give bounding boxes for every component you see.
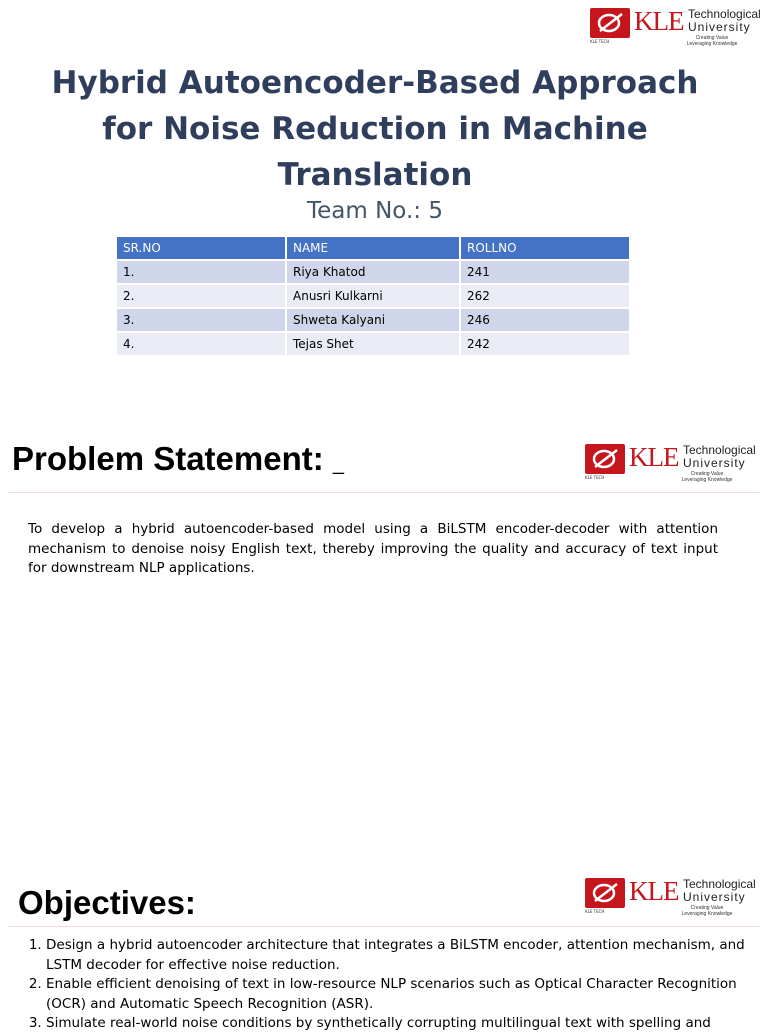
column-header-srno: SR.NO: [117, 237, 286, 260]
logo-badge-text: KLE TECH: [590, 39, 610, 44]
cell-name: Tejas Shet: [286, 332, 460, 355]
cell-name: Riya Khatod: [286, 260, 460, 284]
university-logo: [585, 444, 755, 486]
objectives-list: [18, 936, 758, 1034]
title-slide: [0, 0, 768, 430]
column-header-name: NAME: [286, 237, 460, 260]
logo-brand: KLE: [629, 876, 679, 906]
cell-name: Shweta Kalyani: [286, 308, 460, 332]
list-item: 1. Design a hybrid autoencoder architecture that integrates a BiLSTM encoder, attention mechanism, and LSTM decoder for effective noise reduction.: [46, 936, 758, 975]
cell-rollno: 241: [460, 260, 629, 284]
cell-srno: 3.: [117, 308, 286, 332]
table-row: [117, 260, 629, 284]
logo-tagline: Creating Value Leveraging Knowledge: [681, 471, 733, 483]
logo-name: Technological University: [688, 7, 761, 34]
logo-brand: KLE: [634, 6, 684, 36]
problem-statement-text: To develop a hybrid autoencoder-based model using a BiLSTM encoder-decoder with attention mechanism to denoise noisy English text, thereby improving the quality and accuracy of text input for downstream NLP applications.: [28, 521, 718, 576]
kle-emblem-icon: [585, 444, 625, 474]
kle-emblem-icon: [590, 8, 630, 38]
table-header-row: [117, 237, 629, 260]
problem-statement-heading: Problem Statement: _: [12, 440, 345, 477]
list-item: 3. Simulate real-world noise conditions by synthetically corrupting multilingual text with spelling and: [46, 1014, 758, 1034]
cell-rollno: 242: [460, 332, 629, 355]
logo-badge-text: KLE TECH: [585, 909, 605, 914]
presentation-title: Hybrid Autoencoder-Based Approach for Noise Reduction in Machine Translation: [51, 65, 699, 193]
objectives-heading: Objectives:: [18, 884, 196, 921]
university-logo: [585, 878, 755, 920]
logo-brand: KLE: [629, 442, 679, 472]
cell-name: Anusri Kulkarni: [286, 284, 460, 308]
university-logo: [590, 8, 760, 50]
column-header-rollno: ROLLNO: [460, 237, 629, 260]
cell-srno: 2.: [117, 284, 286, 308]
kle-emblem-icon: [585, 878, 625, 908]
list-item: 2. Enable efficient denoising of text in low-resource NLP scenarios such as Optical Character Recognition (OCR) and Automatic Speech Recognition (ASR).: [46, 975, 758, 1014]
header-divider: [8, 492, 760, 493]
logo-badge-text: KLE TECH: [585, 475, 605, 480]
logo-name: Technological University: [683, 877, 756, 904]
table-row: [117, 284, 629, 308]
table-row: [117, 308, 629, 332]
team-number: Team No.: 5: [307, 198, 443, 224]
cell-rollno: 262: [460, 284, 629, 308]
cell-srno: 4.: [117, 332, 286, 355]
objectives-slide: [0, 864, 768, 1031]
logo-tagline: Creating Value Leveraging Knowledge: [686, 35, 738, 47]
table-row: [117, 332, 629, 355]
cell-rollno: 246: [460, 308, 629, 332]
logo-name: Technological University: [683, 443, 756, 470]
problem-statement-slide: [0, 432, 768, 862]
logo-tagline: Creating Value Leveraging Knowledge: [681, 905, 733, 917]
header-divider: [8, 926, 760, 927]
team-members-table: [117, 237, 629, 355]
cell-srno: 1.: [117, 260, 286, 284]
